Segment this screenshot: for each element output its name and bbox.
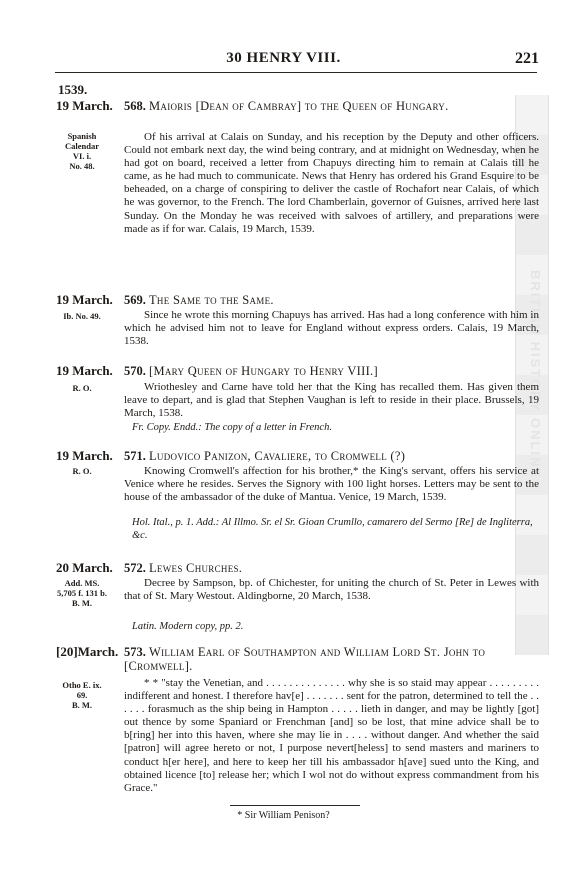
entry-date: 19 March. [56, 363, 113, 378]
entry-title: Ludovico Panizon, Cavaliere, to Cromwell (?) [149, 449, 406, 463]
entry-date: 19 March. [56, 98, 113, 113]
entry-number: 571. [124, 449, 146, 463]
entry-headline [124, 561, 539, 575]
entry-date: 20 March. [56, 560, 113, 575]
entry-date: [20]March. [56, 644, 119, 659]
entry-reference: Otho E. ix. 69. B. M. [62, 680, 102, 710]
entry-reference: Ib. No. 49. [63, 311, 101, 321]
entry-body: * * "stay the Venetian, and . . . . . . . . . . . . . . why she is so staid may appear . . . . . . . . . indifferent and honest. I therefore hav[e] . . . . . . . sent for the patron, determined to tell the . . . . . . forasmuch as the ship being in Hampton . . . . . lieth in danger, and may be lightly [got] out thence by some Spaniard or Frenchman [and] so be lost, that mine advice shall be to b[ring] her into this haven, where she may lie in . . . . without danger. And whether the said [patron] will agree hereto or not, I purpose nevert[heless] to send masters and mariners to conduct h[er here], and here to keep her till his ambassador h[ave] sued unto the King, and obtained licence [to] release her; which I wol not do without express commandment from his Grace." [124, 677, 539, 794]
entry-headline [124, 645, 539, 673]
entry-number: 572. [124, 561, 146, 575]
entry-reference: Spanish Calendar VI. i. No. 48. [65, 131, 99, 171]
running-title: 30 HENRY VIII. [226, 50, 341, 66]
entry-body: Knowing Cromwell's affection for his brother,* the King's servant, offers his service at Venice where he resides. Serves the Signory with 100 light horses. Letters may be sent to the house of the ambassador of the duke of Mantua. Venice, 19 March, 1539. [124, 465, 539, 504]
entry-number: 568. [124, 99, 146, 113]
header-rule [55, 72, 537, 73]
entry-headline [124, 293, 539, 307]
entry-title: The Same to the Same. [149, 293, 274, 307]
year-heading: 1539. [58, 82, 88, 97]
entry-date: 19 March. [56, 448, 113, 463]
entry-title: William Earl of Southampton and William Lord St. John to [Cromwell]. [124, 645, 486, 673]
entry-number: 569. [124, 293, 146, 307]
entry-reference: R. O. [72, 383, 92, 393]
page-number: 221 [515, 50, 539, 67]
entry-body: Wriothesley and Carne have told her that the King has recalled them. Has given them leave to depart, and is glad that Stephen Vaughan is left to reside in their place. Brussels, 19 March, 1538. [124, 381, 539, 420]
footnote-rule [230, 805, 360, 806]
entry-note: Hol. Ital., p. 1. Add.: Al Illmo. Sr. el Sr. Gioan Crumllo, camarero del Sermo [Re] de Ingliterra, &c. [132, 517, 533, 541]
entry-note: Fr. Copy. Endd.: The copy of a letter in French. [132, 422, 332, 433]
entry-body: Decree by Sampson, bp. of Chichester, for uniting the church of St. Peter in Lewes with that of St. Mary Westout. Aldingborne, 20 March, 1538. [124, 577, 539, 603]
watermark-text: BRITISH HISTORY ONLINE [528, 270, 543, 480]
entry-title: Maioris [Dean of Cambray] to the Queen of Hungary. [149, 99, 449, 113]
entry-number: 570. [124, 364, 146, 378]
entry-headline [124, 449, 539, 463]
entry-date: 19 March. [56, 292, 113, 307]
entry-body: Since he wrote this morning Chapuys has arrived. Has had a long conference with him in which he advised him not to leave for England without express orders. Calais, 19 March, 1538. [124, 309, 539, 348]
entry-reference: Add. MS. 5,705 f. 131 b. B. M. [56, 578, 108, 608]
footnote: * Sir William Penison? [237, 810, 330, 821]
entry-title: [Mary Queen of Hungary to Henry VIII.] [149, 364, 378, 378]
entry-title: Lewes Churches. [149, 561, 243, 575]
entry-body: Of his arrival at Calais on Sunday, and his reception by the Deputy and other officers. Could not embark next day, the wind being contrary, and at midnight on Wednesday, when he had got on board, received a letter from Chapuys directing him to remain at Calais till he came, as he had much to communicate. News that Henry has ordered his Grand Esquire to be beheaded, on a charge of conspiring to deliver the castle of Rochafort near Calais, of which he was governor, to the French. The lord Chamberlain, governor of Guisnes, arrived here last Sunday. On the Monday he was received with salvoes of artillery, and preparations were made as if for war. Calais, 19 March, 1539. [124, 131, 539, 235]
page-header [0, 50, 567, 68]
entry-reference: R. O. [72, 466, 92, 476]
entry-headline [124, 364, 539, 378]
entry-number: 573. [124, 645, 146, 659]
entry-headline [124, 99, 539, 113]
entry-note: Latin. Modern copy, pp. 2. [132, 621, 244, 632]
